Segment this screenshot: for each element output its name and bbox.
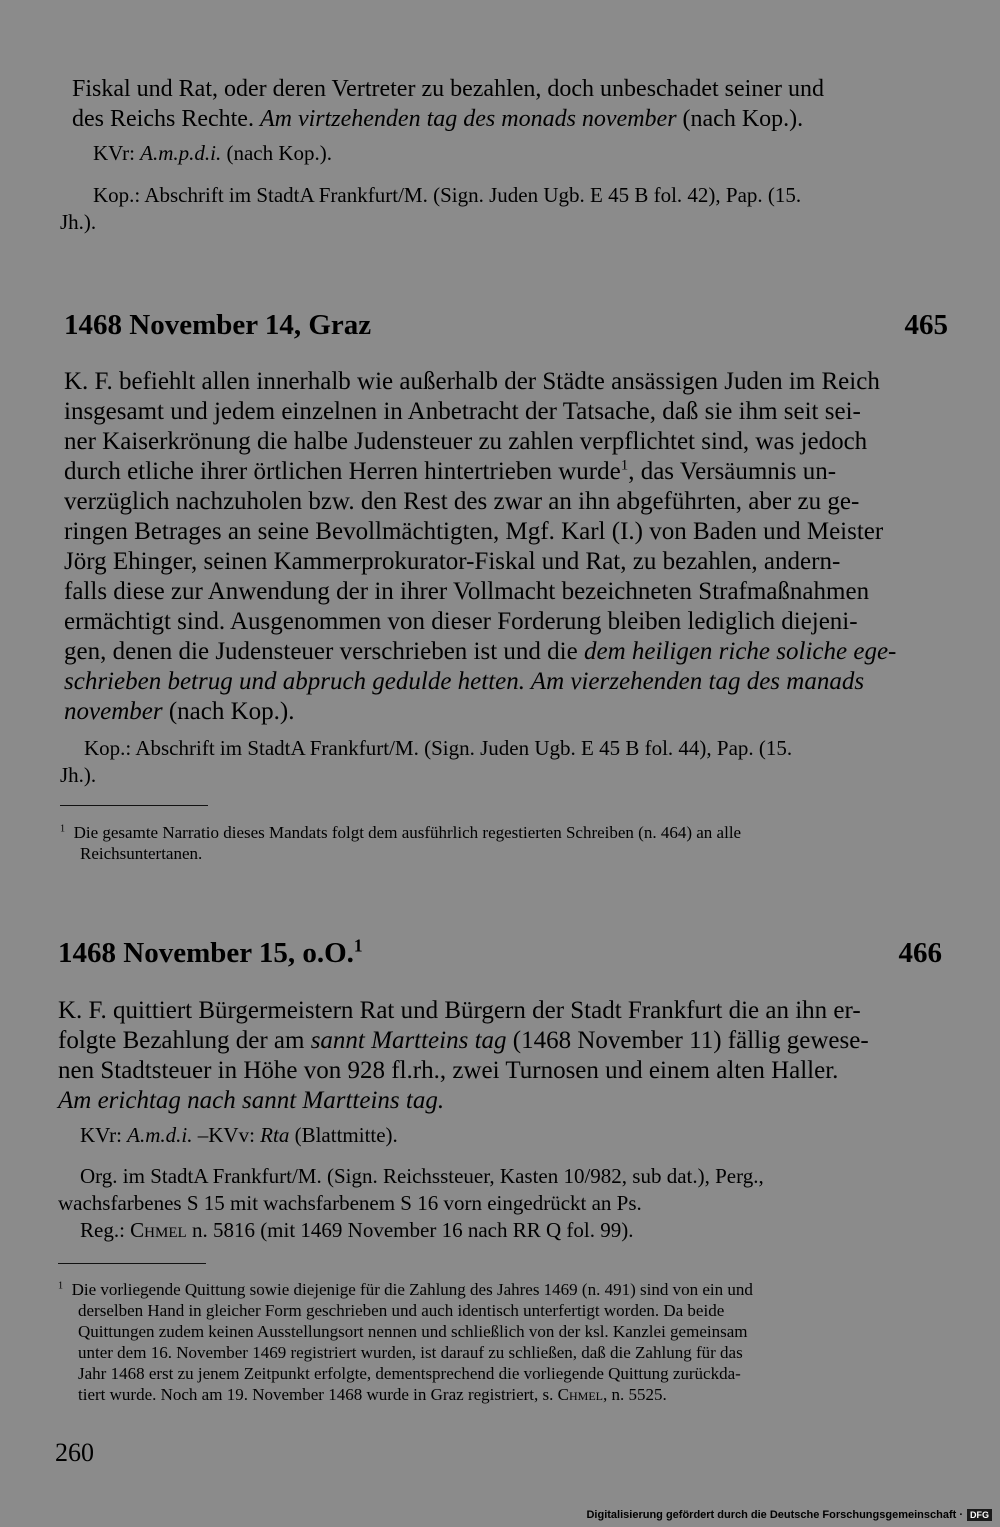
text-line: Fiskal und Rat, oder deren Vertreter zu bezahlen, doch unbeschadet seiner und (72, 76, 824, 102)
page-number: 260 (55, 1438, 94, 1467)
entry-heading (58, 936, 942, 970)
entry-date-place: 1468 November 15, o.O.$^1$ (58, 935, 363, 969)
entry-heading (64, 308, 948, 342)
entry-number: 466 (898, 937, 942, 969)
funding-credit: Digitalisierung gefördert durch die Deutsche Forschungsgemeinschaft · DFG (586, 1509, 992, 1521)
regest-text: K. F. quittiert Bürgermeistern Rat und Bürgern der Stadt Frankfurt die an ihn er- folgte Bezahlung der am sannt Martteins tag (1468 November 11) fällig gewese- nen Stadtsteuer in Höhe von 928 fl.rh., zwei Turnosen und einem alten Haller. Am erichtag nach sannt Martteins tag. (58, 997, 869, 1114)
text-line: des Reichs Rechte. Am virtzehenden tag des monads november (nach Kop.). (72, 106, 804, 132)
continuation-text (72, 74, 952, 134)
kvr-note: KVr: A.m.p.d.i. (nach Kop.). (93, 141, 333, 165)
footnote: $^1$ Die vorliegende Quittung sowie diejenige für die Zahlung des Jahres 1469 (n. 491) sind von ein und derselben Hand in gleicher Form geschrieben und auch identisch unterfertigt worden. Da beide Quittungen zudem keinen Ausstellungsort nennen und schließlich von der ksl. Kanzlei gemeinsam unter dem 16. November 1469 registriert wurden, ist darauf zu schließen, daß die Zahlung für das Jahr 1468 erst zu jenem Zeitpunkt erfolgte, dementsprechend die vorliegende Quittung zurückda- tiert wurde. Noch am 19. November 1468 wurde in Graz registriert, s. Chmel, n. 5525. (58, 1280, 753, 1404)
kvr-note: KVr: A.m.d.i. –KVv: Rta (Blattmitte). (80, 1123, 398, 1147)
entry-number: 465 (904, 309, 948, 341)
footnote: $^1$ Die gesamte Narratio dieses Mandats folgt dem ausführlich regestierten Schreiben (n. 464) an alle Reichsuntertanen. (60, 823, 742, 863)
dfg-logo-icon: DFG (967, 1509, 992, 1521)
org-note: Org. im StadtA Frankfurt/M. (Sign. Reichssteuer, Kasten 10/982, sub dat.), Perg., wachsfarbenes S 15 mit wachsfarbenem S 16 vorn eingedrückt an Ps. Reg.: Chmel n. 5816 (mit 1469 November 16 nach RR Q fol. 99). (58, 1164, 764, 1242)
footnote-divider (60, 805, 208, 806)
entry-date-place: 1468 November 14, Graz (64, 309, 372, 341)
regest-text: K. F. befiehlt allen innerhalb wie außerhalb der Städte ansässigen Juden im Reich insgesamt und jedem einzelnen in Anbetracht der Tatsache, daß sie ihm seit sei- ner Kaiserkrönung die halbe Judensteuer zu zahlen verpflichtet sind, was jedoch durch etliche ihrer örtlichen Herren hintertrieben wurde$^1$, das Versäumnis un- verzüglich nachzuholen bzw. den Rest des zwar an ihn abgeführten, aber zu ge- ringen Betrages an seine Bevollmächtigten, Mgf. Karl (I.) von Baden und Meister Jörg Ehinger, seinen Kammerprokurator-Fiskal und Rat, zu bezahlen, andern- falls diese zur Anwendung der in ihrer Vollmacht bezeichneten Strafmaßnahmen ermächtigt sind. Ausgenommen von dieser Forderung bleiben lediglich diejeni- gen, denen die Judensteuer verschrieben ist und die dem heiligen riche soliche ege- schrieben betrug und abpruch gedulde hetten. Am vierzehenden tag des manads november (nach Kop.). (64, 368, 897, 725)
footnote-divider (58, 1263, 206, 1264)
kop-note: Kop.: Abschrift im StadtA Frankfurt/M. (Sign. Juden Ugb. E 45 B fol. 42), Pap. (15. Jh.). (60, 183, 802, 234)
kop-note: Kop.: Abschrift im StadtA Frankfurt/M. (Sign. Juden Ugb. E 45 B fol. 44), Pap. (15. Jh.). (60, 736, 793, 787)
